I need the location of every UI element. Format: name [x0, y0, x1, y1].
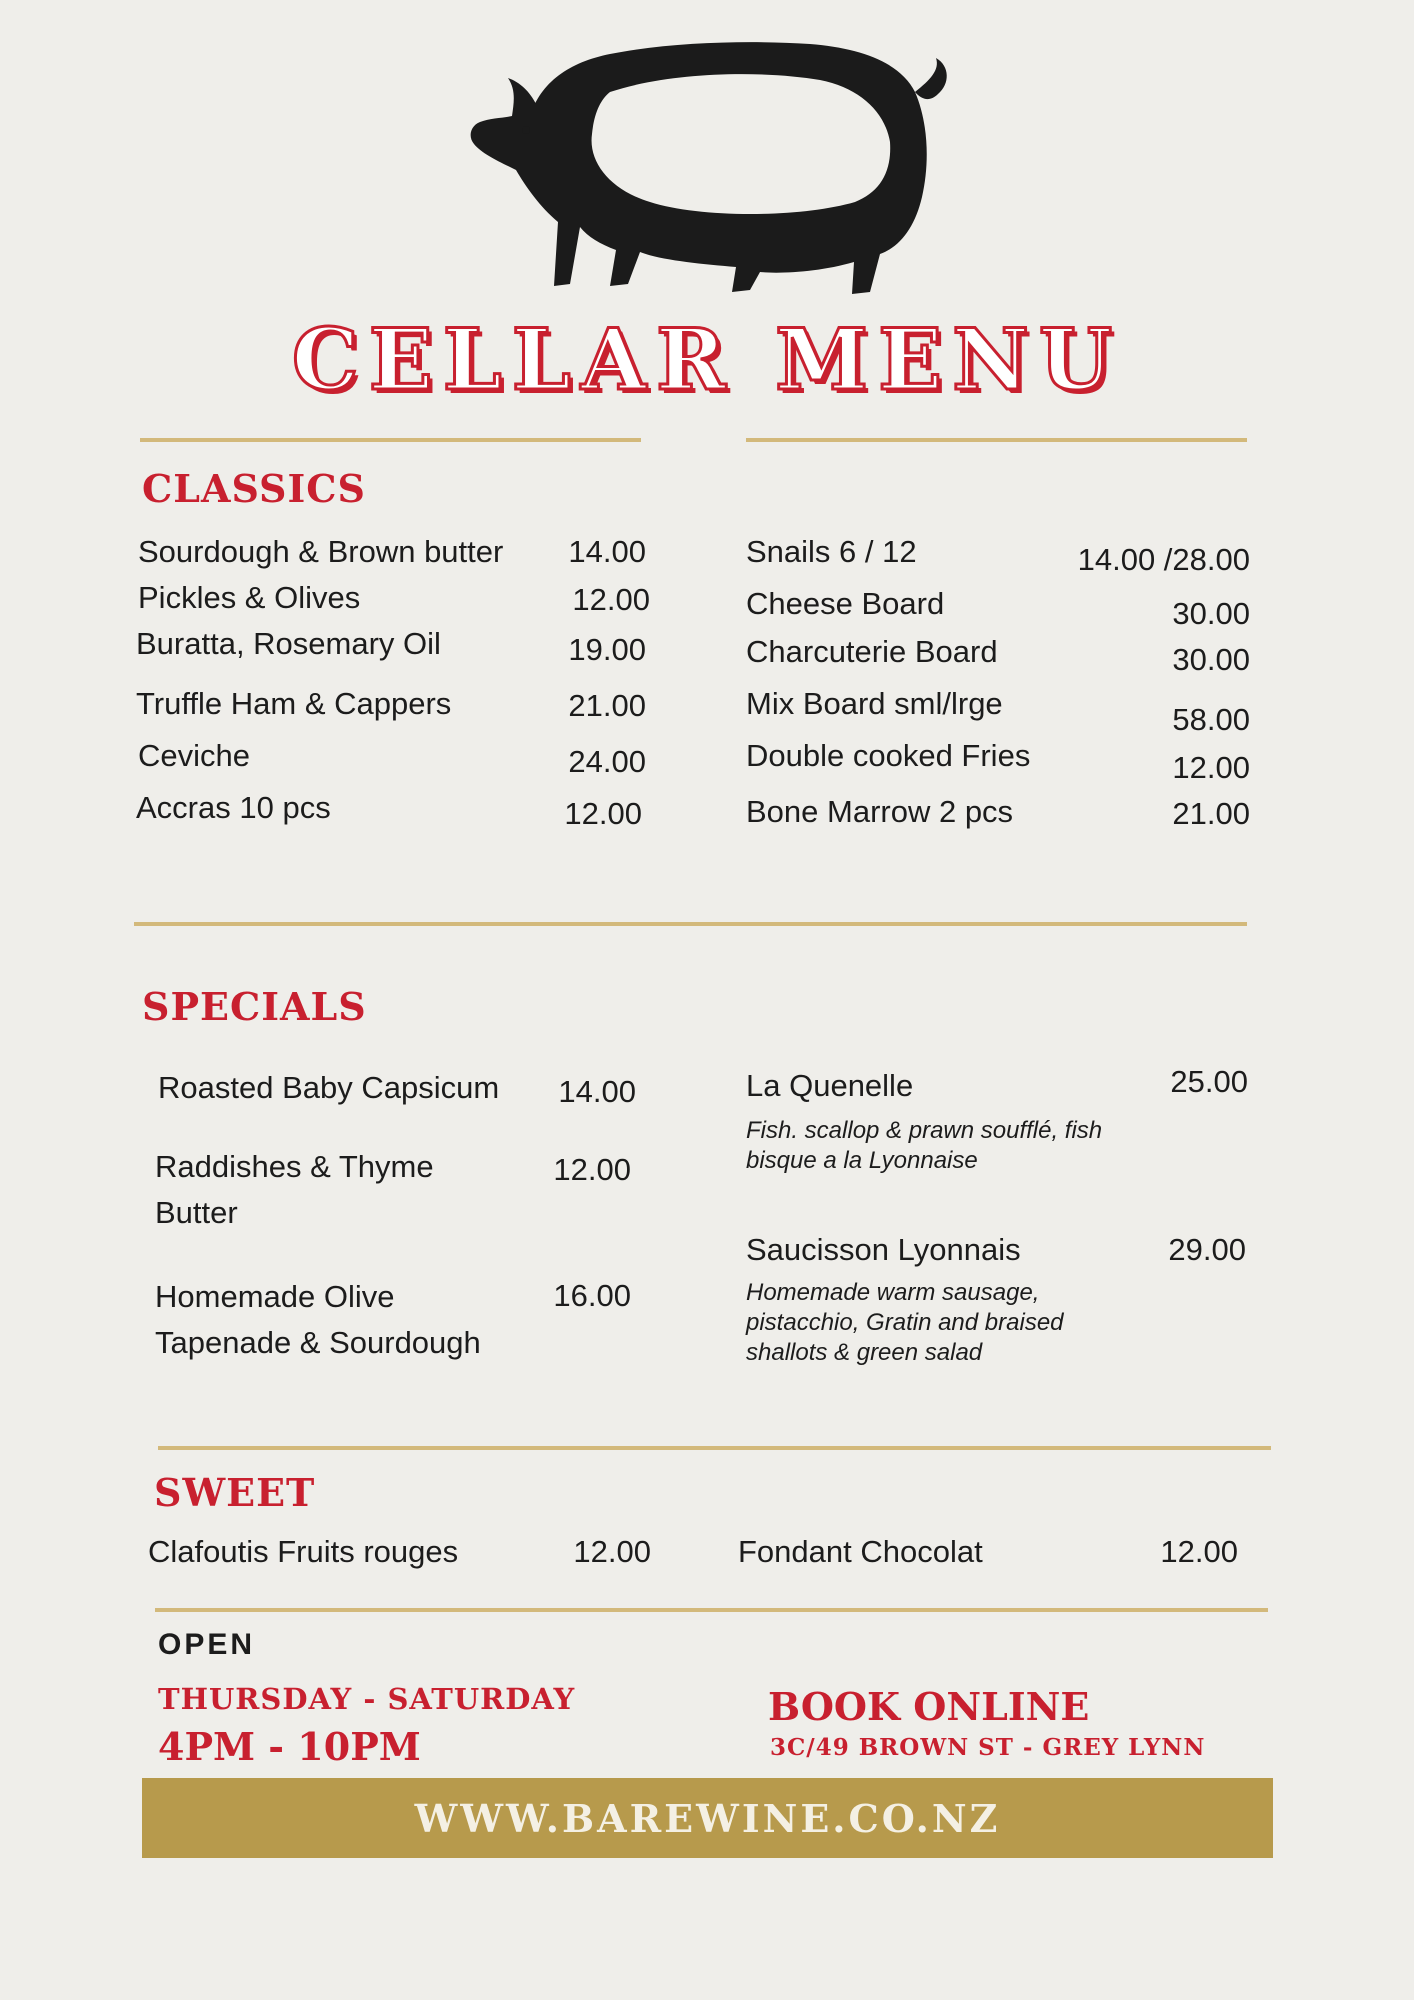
menu-item-name: Clafoutis Fruits rouges [148, 1534, 459, 1569]
menu-item-name: Accras 10 pcs [136, 790, 331, 825]
address: 3C/49 BROWN ST - GREY LYNN [770, 1734, 1206, 1761]
menu-item-price: 14.00 [558, 1074, 636, 1109]
book-online-link[interactable]: BOOK ONLINE [768, 1684, 1090, 1729]
menu-item-name: La Quenelle [746, 1068, 914, 1103]
menu-item-name: Double cooked Fries [746, 738, 1031, 773]
menu-item-name: Roasted Baby Capsicum [158, 1070, 500, 1105]
menu-item-price: 29.00 [1168, 1232, 1246, 1267]
section-heading-classics: CLASSICS [142, 466, 366, 511]
menu-item-name: Charcuterie Board [746, 634, 998, 669]
website-banner[interactable] [142, 1778, 1273, 1858]
menu-item-name: Buratta, Rosemary Oil [136, 626, 441, 661]
menu-item-description: Homemade warm sausage, pistacchio, Gratin and braised shallots & green salad [746, 1279, 1064, 1366]
menu-item-price: 16.00 [553, 1278, 631, 1313]
menu-item-price: 14.00 /28.00 [1077, 542, 1250, 577]
menu-title: CELLAR MENU [291, 310, 1123, 409]
menu-item-price: 24.00 [568, 744, 646, 779]
divider-specials [134, 922, 1247, 926]
menu-item-price: 19.00 [568, 632, 646, 667]
menu-item-price: 12.00 [553, 1152, 631, 1187]
divider-classics-right [746, 438, 1247, 442]
menu-item-name: Pickles & Olives [138, 580, 361, 615]
menu-item-price: 12.00 [1172, 750, 1250, 785]
menu-item-price: 25.00 [1170, 1064, 1248, 1099]
menu-item-name: Raddishes & Thyme Butter [155, 1149, 434, 1230]
menu-item-price: 12.00 [573, 1534, 651, 1569]
section-heading-sweet: SWEET [154, 1470, 316, 1515]
menu-item-name: Mix Board sml/lrge [746, 686, 1003, 721]
open-days: THURSDAY - SATURDAY [158, 1682, 576, 1716]
open-label: OPEN [158, 1628, 256, 1661]
divider-footer [155, 1608, 1268, 1612]
menu-item-price: 12.00 [1160, 1534, 1238, 1569]
menu-item-name: Snails 6 / 12 [746, 534, 917, 569]
menu-item-name: Sourdough & Brown butter [138, 534, 504, 569]
website-link[interactable]: WWW.BAREWINE.CO.NZ [414, 1795, 1001, 1841]
menu-item-price: 30.00 [1172, 642, 1250, 677]
menu-item-name: Homemade Olive Tapenade & Sourdough [155, 1279, 481, 1360]
menu-item-price: 21.00 [1172, 796, 1250, 831]
open-hours: 4PM - 10PM [158, 1724, 421, 1769]
menu-item-price: 58.00 [1172, 702, 1250, 737]
menu-item-price: 12.00 [572, 582, 650, 617]
pig-illustration [460, 22, 970, 304]
menu-item-price: 14.00 [568, 534, 646, 569]
menu-item-name: Ceviche [138, 738, 250, 773]
menu-item-name: Cheese Board [746, 586, 945, 621]
menu-item-description: Fish. scallop & prawn soufflé, fish bisque a la Lyonnaise [746, 1117, 1103, 1174]
divider-classics-left [140, 438, 641, 442]
menu-item-name: Bone Marrow 2 pcs [746, 794, 1014, 829]
menu-item-name: Fondant Chocolat [738, 1534, 983, 1569]
menu-item-price: 30.00 [1172, 596, 1250, 631]
menu-item-name: Saucisson Lyonnais [746, 1232, 1021, 1267]
menu-item-price: 21.00 [568, 688, 646, 723]
divider-sweet [158, 1446, 1271, 1450]
menu-item-name: Truffle Ham & Cappers [136, 686, 452, 721]
menu-item-price: 12.00 [564, 796, 642, 831]
section-heading-specials: SPECIALS [142, 984, 367, 1029]
